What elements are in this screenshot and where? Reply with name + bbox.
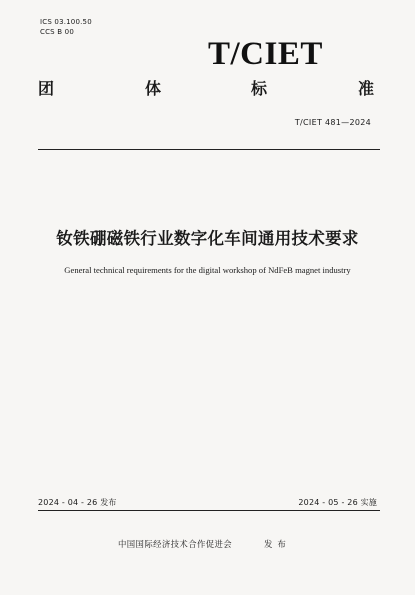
ccs-code: CCS B 00 — [40, 28, 74, 36]
publisher-name: 中国国际经济技术合作促进会 — [118, 539, 233, 549]
ics-code: ICS 03.100.50 — [40, 18, 92, 26]
issue-date: 2024 - 04 - 26 发布 — [38, 498, 117, 507]
standard-number: T/CIET 481—2024 — [294, 118, 371, 127]
classification-codes — [40, 17, 92, 37]
standard-logo: T/CIET — [208, 36, 323, 72]
footer-divider — [38, 510, 380, 511]
standard-type — [38, 78, 380, 100]
standard-type-char: 标 — [251, 79, 268, 98]
title-english: General technical requirements for the digital workshop of NdFeB magnet industry — [64, 265, 351, 275]
title-chinese: 钕铁硼磁铁行业数字化车间通用技术要求 — [56, 229, 359, 248]
standard-type-char: 准 — [358, 79, 375, 98]
header-divider — [38, 149, 380, 150]
standard-type-char: 团 — [38, 79, 55, 98]
implementation-date: 2024 - 05 - 26 实施 — [298, 498, 377, 507]
publish-label: 发布 — [264, 539, 291, 549]
standard-type-char: 体 — [145, 79, 162, 98]
